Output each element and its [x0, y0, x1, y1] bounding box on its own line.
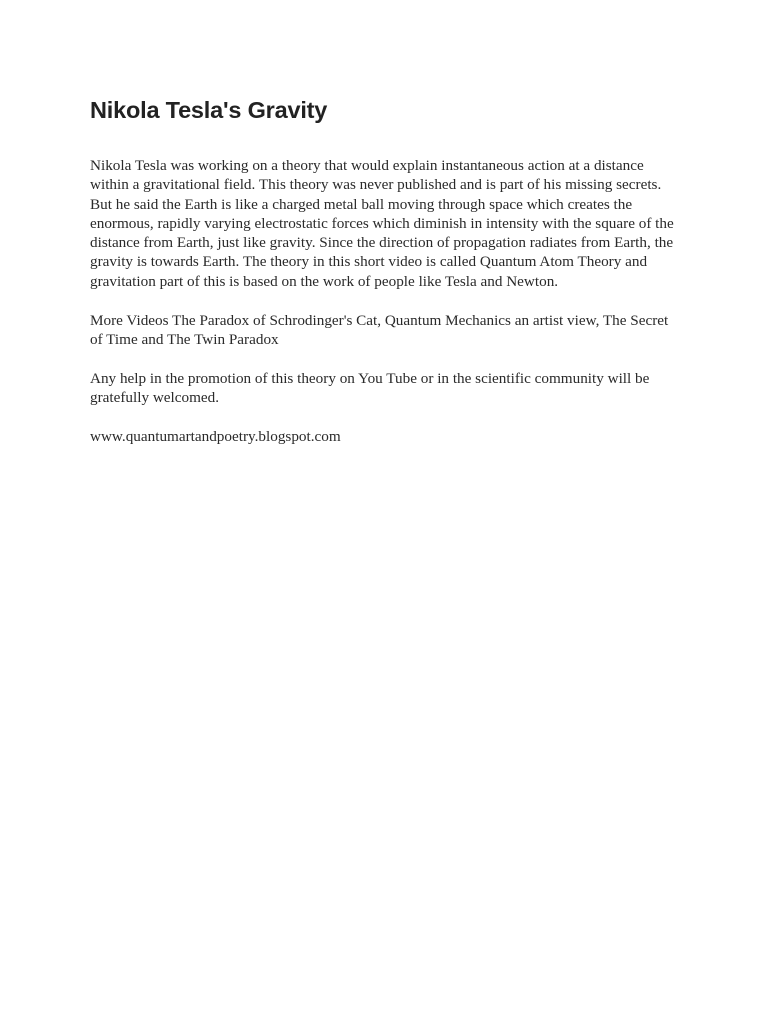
paragraph-website: www.quantumartandpoetry.blogspot.com [90, 427, 341, 445]
paragraph-intro: Nikola Tesla was working on a theory that would explain instantaneous action at a distance within a gravitational field. This theory was never published and is part of his missing secrets. But he said the Earth is like a charged metal ball moving through space which creates the enormous, rapidly varying electrostatic forces which diminish in intensity with the square of the distance from Earth, just like gravity. Since the direction of propagation radiates from Earth, the gravity is towards Earth. The theory in this short video is called Quantum Atom Theory and gravitation part of this is based on the work of people like Tesla and Newton. [90, 157, 674, 290]
paragraph-more-videos: More Videos The Paradox of Schrodinger's Cat, Quantum Mechanics an artist view, The Secret of Time and The Twin Paradox [90, 311, 669, 348]
document-page [90, 94, 682, 466]
document-title: Nikola Tesla's Gravity [90, 97, 328, 123]
paragraph-help-request: Any help in the promotion of this theory on You Tube or in the scientific community will be gratefully welcomed. [90, 369, 650, 406]
